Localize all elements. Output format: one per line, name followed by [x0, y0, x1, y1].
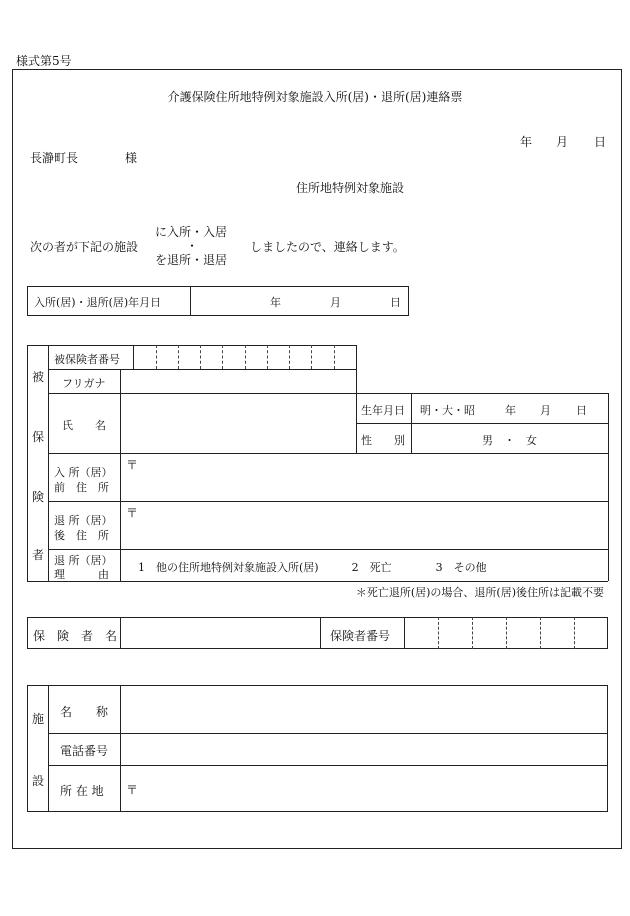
insured-number-label: 被保険者番号	[54, 353, 120, 366]
admission-date-label: 入所(居)・退所(居)年月日	[34, 296, 162, 309]
date-year: 年	[520, 135, 533, 149]
notice-prefix: 次の者が下記の施設	[30, 240, 139, 254]
next-address-postmark: 〒	[126, 506, 139, 520]
next-address-field[interactable]	[140, 504, 606, 548]
admission-date-day[interactable]: 日	[390, 296, 401, 309]
birth-eras[interactable]: 明・大・昭	[420, 404, 475, 417]
gender-label: 性 別	[361, 434, 405, 447]
prev-address-field[interactable]	[140, 456, 606, 500]
prev-address-label-2: 前 住 所	[54, 481, 109, 494]
next-address-label-1: 退 所（居）	[54, 514, 113, 527]
death-note: ＊死亡退所(居)の場合、退所(居)後住所は記載不要	[355, 586, 604, 599]
facility-address-postmark: 〒	[126, 783, 139, 797]
notice-option-in: に入所・入居	[155, 225, 228, 239]
addressee-honorific: 様	[125, 151, 138, 165]
insurer-name-field[interactable]	[122, 619, 318, 647]
furigana-label: フリガナ	[62, 377, 106, 390]
birth-day[interactable]: 日	[576, 404, 587, 417]
reason-label-1: 退 所（居）	[54, 554, 113, 567]
facility-phone-label: 電話番号	[60, 744, 109, 758]
form-title: 介護保険住所地特例対象施設入所(居)・退所(居)連絡票	[167, 90, 463, 104]
facility-address-field[interactable]	[140, 767, 606, 810]
next-address-label-2: 後 住 所	[54, 529, 109, 542]
furigana-field[interactable]	[122, 371, 354, 391]
reason-options[interactable]: 1 他の住所地特例対象施設入所(居) 2 死亡 3 その他	[138, 561, 487, 574]
insured-side-label-3: 険	[31, 490, 44, 504]
facility-name-label: 名 称	[60, 705, 109, 719]
insured-side-label-2: 保	[31, 430, 44, 444]
admission-date-year[interactable]: 年	[270, 296, 281, 309]
addressee-name: 長瀞町長	[30, 151, 79, 165]
facility-side-label-1: 施	[31, 712, 44, 726]
notice-option-out: を退所・退居	[155, 253, 228, 267]
sender-label: 住所地特例対象施設	[296, 181, 405, 195]
insurer-number-label: 保険者番号	[330, 629, 391, 643]
form-number: 様式第5号	[16, 54, 72, 68]
notice-option-dot: ・	[186, 239, 199, 253]
facility-side-label-2: 設	[31, 774, 44, 788]
date-month: 月	[556, 135, 569, 149]
birth-month[interactable]: 月	[540, 404, 551, 417]
admission-date-month[interactable]: 月	[330, 296, 341, 309]
prev-address-postmark: 〒	[126, 458, 139, 472]
birth-year[interactable]: 年	[505, 404, 516, 417]
facility-address-label: 所 在 地	[60, 784, 104, 798]
prev-address-label-1: 入 所（居）	[54, 466, 113, 479]
date-day: 日	[594, 135, 607, 149]
insurer-name-label: 保 険 者 名	[33, 629, 118, 643]
facility-phone-field[interactable]	[122, 735, 606, 763]
reason-label-2: 理 由	[54, 568, 109, 581]
insured-side-label-4: 者	[31, 548, 44, 562]
name-field[interactable]	[122, 395, 354, 451]
notice-suffix: しましたので、連絡します。	[250, 240, 405, 254]
name-label: 氏 名	[62, 419, 106, 432]
birth-label: 生年月日	[361, 404, 405, 417]
insured-side-label-1: 被	[31, 370, 44, 384]
gender-options[interactable]: 男 ・ 女	[482, 434, 537, 447]
facility-name-field[interactable]	[122, 687, 606, 731]
